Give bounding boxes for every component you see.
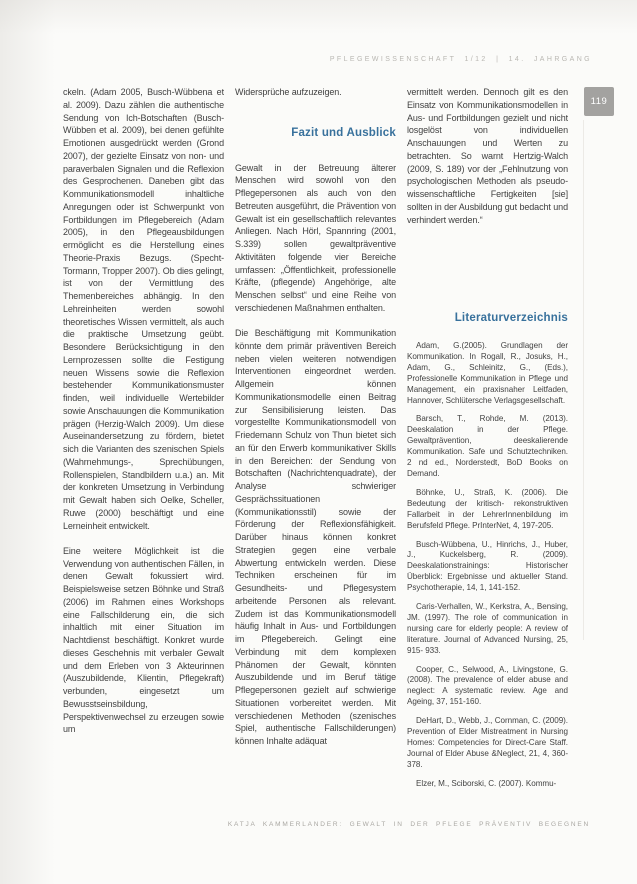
reference-item: Caris-Verhallen, W., Kerkstra, A., Bensing, JM. (1997). The role of communication in nursing care for elderly people: A review of literature. Journal of Advanced Nursing, 25, 915- 933. xyxy=(407,602,568,655)
scan-edge-shadow-top xyxy=(0,0,637,34)
paragraph: Gewalt in der Betreuung älterer Menschen wird sowohl von den Pflegepersonen als auch von den Betreuten ausgeführt, die Prävention von Gewalt ist ein gesellschaftlich relevantes Anliegen. Nach Hörl, Spannring (2001, S.339) sollen gewaltpräventive Aktivitäten folgende vier Bereiche umfassen: „Öffentlichkeit, professionelle Kräfte, (pflegende) Angehörige, alte Menschen selbst“ und eine Reihe von verschiedenen Maßnahmen enthalten. xyxy=(235,162,396,313)
paragraph: Die Beschäftigung mit Kommunikation könnte dem primär präventiven Bereich neben vielen weiteren notwendigen Interventionen eingeordnet werden. Allgemein können Kommunikationsmodelle einen Beitrag zur Sensibilisierung leisten. Das vorgestellte Kommunikationsmodell von Friedemann Schulz von Thun bietet sich an für den Erwerb kommunikativer Skills in den Bereichen: der Sendung von Botschaften (Nachrichtenquadrate), der Analyse schwieriger Gesprächssituationen (Kommunikationsstil) sowie der Förderung der Reflexionsfähigkeit. Darüber hinaus können konkret Strategien gegen eine verbale Abwertung entwickeln werden. Diese Techniken erscheinen für im Gesundheits- und Pflegesystem arbeitende Personen als relevant. Zudem ist das Kommunikationsmodell häufig Inhalt in Aus- und Fortbildungen im Pflegebereich. Gelingt eine Verbindung mit dem komplexen Phänomen der Gewalt, könnten Auszubildende und im Beruf tätige Pflegepersonen gezielt auf schwierige Situationen vorbereitet werden. Mit verschiedenen Methoden (szenisches Spiel, authentische Fallschilderungen) können Inhalte adäquat xyxy=(235,328,396,746)
page-edge-rule xyxy=(583,120,584,640)
article-column-3 xyxy=(407,86,568,822)
paragraph: Eine weitere Möglichkeit ist die Verwendung von authentischen Fällen, in denen Gewalt fokussiert wird. Beispielsweise setzen Böhnke und Straß (2006) im Rahmen eines Workshops eine Fallschilderung ein, die sich inhaltlich mit einer Situation im Nachtdienst beschäftigt. Konkret wurde dieses Geschehnis mit verbaler Gewalt und dem Erleben von 3 Akteurinnen (Auszubildende, Klientin, Pflegekraft) verbunden, eingesetzt um Bewusstseinsbildung, Perspektivenwechsel zu erzeugen sowie um xyxy=(63,545,224,735)
page-number-badge: 119 xyxy=(584,87,614,116)
scan-edge-shadow-left xyxy=(0,0,55,884)
article-column-2 xyxy=(235,86,396,822)
article-body xyxy=(63,86,578,822)
reference-item: Böhnke, U., Straß, K. (2006). Die Bedeutung der kritisch- rekonstruktiven Fallarbeit in der LehrerInnenbildung im Berufsfeld Pflege. PrInterNet, 4, 197-205. xyxy=(407,487,568,530)
paragraph: vermittelt werden. Dennoch gilt es den Einsatz von Kommunikationsmodellen in Aus- und Fortbildungen gezielt und nicht losgelöst von individuellen Anschauungen und Werten zu betrachten. So warnt Hertzig-Walch (2009, S. 189) vor der „Fehlnutzung von psychologischen Methoden als pseudo-wissenschaftliche Fertigkeiten [sie] sollten in der Ausbildung gut bedacht und verhindert werden.“ xyxy=(407,87,568,225)
reference-list xyxy=(407,341,568,790)
reference-item: Busch-Wübbena, U., Hinrichs, J., Huber, J., Kuckelsberg, R. (2009). Deeskalationstrainings: Historischer Überblick: Ergebnisse und aktueller Stand. Psychotherapie, 14, 1, 141-152. xyxy=(407,539,568,593)
section-heading-literaturverzeichnis: Literaturverzeichnis xyxy=(454,312,568,325)
reference-item: DeHart, D., Webb, J., Cornman, C. (2009). Prevention of Elder Mistreatment in Nursing Homes: Competencies for Direct-Care Staff. Journal of Elder Abuse &Neglect, 21, 4, 360-378. xyxy=(407,716,568,769)
article-running-footer: KATJA KAMMERLANDER: GEWALT IN DER PFLEGE PRÄVENTIV BEGEGNEN xyxy=(227,821,590,828)
reference-item: Barsch, T., Rohde, M. (2013). Deeskalation in der Pflege. Gewaltprävention, deeskalierende Kommunikation. Safe und Schutztechniken. 2 nd ed., Norderstedt, BoD Books on Demand. xyxy=(407,414,568,478)
reference-item: Adam, G.(2005). Grundlagen der Kommunikation. In Rogall, R., Josuks, H., Adam, G., Schleinitz, G., (Eds.), Professionelle Kommunikation in Pflege und Management, ein praxisnaher Leitfaden, Hannover, Schlütersche Verlagsgesellschaft. xyxy=(407,341,568,405)
section-heading-fazit-und-ausblick: Fazit und Ausblick xyxy=(291,126,396,139)
paragraph: Widersprüche aufzuzeigen. xyxy=(235,87,342,97)
paragraph: ckeln. (Adam 2005, Busch-Wübbena et al. 2009). Dazu zählen die authentische Sendung von Ich-Botschaften (Busch-Wübben et al. 2009), bei denen gefühlte Emotionen ausgedrückt werden (Grond 2007), der gezielte Einsatz von non- und paraverbalen Signalen und die Reflexion des Gesprochenen. Daneben gibt das Kommunikationsmodell inhaltliche Anregungen oder ist Schwerpunkt von Fortbildungen im Pflegebereich (Adam 2005), in den Pflegeausbildungen ermöglicht es die Herstellung eines Theorie-Praxis Bezugs. (Specht-Tormann, Tropper 2007). Ob dies gelingt, ist von der Vermittlung des Themenbereiches abhängig. In den Lehreinheiten werden sowohl theoretisches Wissen vermittelt, als auch die praktische Umsetzung geübt. Besondere Berücksichtigung in den Lernprozessen sollte die Festigung neuen Wissens sowie die Reflexion bestehender Kommunikationsmuster finden, weil individuelle Wertebilder sowie Anschauungen die Kommunikation prägen (Herzig-Walch 2009). Um diese Auseinandersetzung zu fördern, bietet sich die Varianten des szenischen Spiels (Wahrnehmungs-, Sprechübungen, Rollenspielen, Standbildern u.a.) an. Mit der konkreten Umsetzung in Verbindung mit Gewalt haben sich Oelke, Scheller, Ruwe (2000) beschäftigt und eine Lerneinheit entwickelt. xyxy=(63,87,224,531)
reference-item: Cooper, C., Selwood, A., Livingstone, G. (2008). The prevalence of elder abuse and neglect: A systematic review. Age and Ageing, 37, 151-160. xyxy=(407,664,568,707)
article-column-1 xyxy=(63,86,224,822)
reference-item: Elzer, M., Sciborski, C. (2007). Kommu- xyxy=(416,778,557,788)
journal-running-header: PFLEGEWISSENSCHAFT 1/12 | 14. JAHRGANG xyxy=(329,56,592,63)
